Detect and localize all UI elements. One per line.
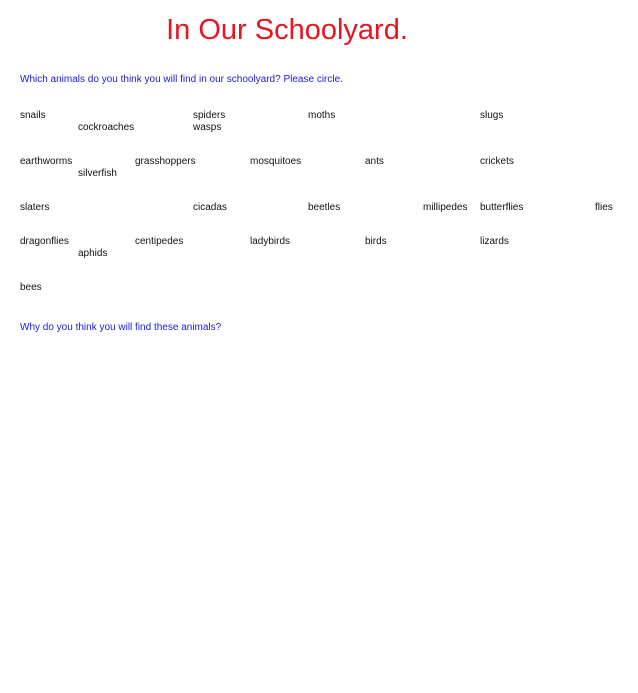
animal-grasshoppers[interactable]: grasshoppers bbox=[135, 156, 196, 167]
animal-bees[interactable]: bees bbox=[20, 282, 42, 293]
animal-ants[interactable]: ants bbox=[365, 156, 384, 167]
animal-dragonflies[interactable]: dragonflies bbox=[20, 236, 69, 247]
animal-centipedes[interactable]: centipedes bbox=[135, 236, 184, 247]
question-why: Why do you think you will find these animals? bbox=[20, 322, 222, 333]
animal-butterflies[interactable]: butterflies bbox=[480, 202, 524, 213]
animal-crickets[interactable]: crickets bbox=[480, 156, 514, 167]
animal-slaters[interactable]: slaters bbox=[20, 202, 50, 213]
animal-wasps[interactable]: wasps bbox=[193, 122, 222, 133]
animal-lizards[interactable]: lizards bbox=[480, 236, 509, 247]
animal-millipedes[interactable]: millipedes bbox=[423, 202, 468, 213]
animal-mosquitoes[interactable]: mosquitoes bbox=[250, 156, 302, 167]
animal-silverfish[interactable]: silverfish bbox=[78, 168, 117, 179]
page-title: In Our Schoolyard. bbox=[166, 14, 408, 46]
animal-beetles[interactable]: beetles bbox=[308, 202, 341, 213]
animal-birds[interactable]: birds bbox=[365, 236, 387, 247]
animal-spiders[interactable]: spiders bbox=[193, 110, 226, 121]
animal-earthworms[interactable]: earthworms bbox=[20, 156, 73, 167]
animal-ladybirds[interactable]: ladybirds bbox=[250, 236, 291, 247]
animal-aphids[interactable]: aphids bbox=[78, 248, 108, 259]
animal-moths[interactable]: moths bbox=[308, 110, 336, 121]
animal-flies[interactable]: flies bbox=[595, 202, 613, 213]
animal-snails[interactable]: snails bbox=[20, 110, 46, 121]
animal-cockroaches[interactable]: cockroaches bbox=[78, 122, 135, 133]
question-circle: Which animals do you think you will find in our schoolyard? Please circle. bbox=[20, 74, 343, 85]
animal-slugs[interactable]: slugs bbox=[480, 110, 504, 121]
animal-cicadas[interactable]: cicadas bbox=[193, 202, 227, 213]
